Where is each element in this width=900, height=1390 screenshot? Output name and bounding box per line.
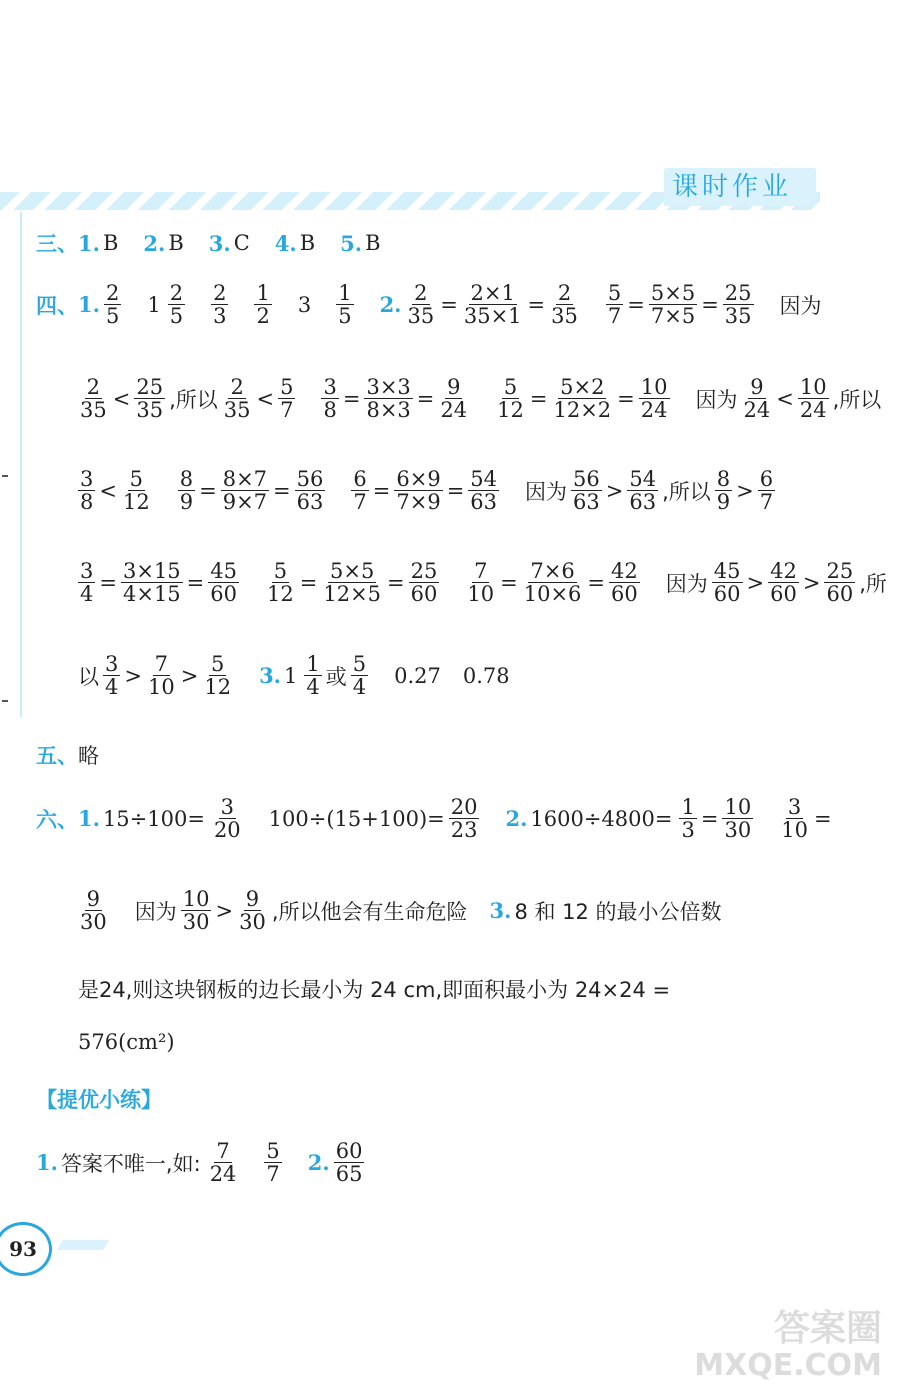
answer-val: B	[168, 231, 184, 255]
watermark-bottom: MXQE.COM	[694, 1348, 882, 1383]
text-because: 因为	[695, 387, 738, 412]
section-4-label: 四、	[36, 293, 78, 318]
item-num: 1.	[78, 292, 100, 318]
section-6-line-4: 576(cm²)	[78, 1030, 175, 1054]
section-4-line-2: $\frac{2}{35}$ < $\frac{25}{35}$ ,所以 $\frac{2}{35}$ < $\frac{5}{7}$ $\frac{3}{8}$ = $\frac{3\times 3}{8\times 3}$ = $\frac{9}{24}$ $\frac{5}{12}$ = $\frac{5\times 2}{12\times 2}$ = $\frac{10}{24}$ 因为 $\frac{9}{24}$ < $\frac{10}{24}$ ,所以	[80, 375, 882, 423]
fraction: $\frac{1}{5}$	[338, 281, 352, 329]
page-number: 93	[0, 1222, 52, 1276]
section-4-line-5: 以 $\frac{3}{4}$ > $\frac{7}{10}$ > $\frac{5}{12}$ 3. 1 $\frac{1}{4}$ 或 $\frac{5}{4}$ 0.27 0.78	[78, 652, 510, 700]
text-danger: ,所以他会有生命危险	[271, 899, 468, 924]
section-6-line-3: 是24,则这块钢板的边长最小为 24 cm,即面积最小为 24×24 =	[78, 978, 671, 1002]
text-or: 或	[325, 664, 347, 689]
text-lcm: 8 和 12 的最小公倍数	[514, 899, 722, 924]
section-6-line-1: 六、 1. 15÷100= $\frac{3}{20}$ 100÷(15+100)= $\frac{20}{23}$ 2. 1600÷4800= $\frac{1}{3}$ = $\frac{10}{30}$ $\frac{3}{10}$ =	[36, 795, 832, 843]
text-because: 因为	[134, 899, 177, 924]
value: 0.27	[394, 663, 441, 688]
item-num: 1.	[36, 1150, 58, 1176]
item-num: 3.	[489, 898, 512, 924]
page-number-tail	[57, 1240, 109, 1250]
text-answer: 答案不唯一,如:	[60, 1151, 201, 1176]
text-so: ,所以	[832, 387, 882, 412]
answer-val: B	[102, 231, 119, 255]
tiyou-heading: 【提优小练】	[36, 1088, 162, 1112]
fraction: $\frac{2}{3}$	[213, 281, 227, 329]
expr: 1600÷4800=	[530, 806, 673, 831]
section-3-row	[36, 228, 384, 258]
value: 0.78	[462, 663, 510, 688]
edge-mark	[2, 700, 8, 702]
item-num: 2.	[505, 806, 528, 832]
item-num: 1.	[78, 806, 100, 832]
section-6-label: 六、	[36, 807, 78, 832]
section-3-label: 三、	[36, 232, 78, 256]
answer-num: 2.	[143, 230, 166, 256]
text-so: ,所	[859, 571, 887, 596]
answer-num: 3.	[208, 230, 231, 256]
item-num: 3.	[259, 663, 281, 689]
item-num: 2.	[379, 292, 402, 318]
text-because: 因为	[665, 571, 708, 596]
answer-val: C	[233, 231, 250, 255]
margin-line	[20, 212, 22, 717]
expr: 15÷100=	[102, 806, 205, 831]
text-so: ,所以	[662, 479, 711, 504]
expr: 100÷(15+100)=	[268, 806, 445, 831]
text-because: 因为	[779, 293, 822, 318]
text-because: 因为	[525, 479, 568, 504]
fraction: $\frac{2}{5}$	[105, 281, 120, 329]
text-yi: 以	[78, 664, 99, 689]
answer-val: B	[365, 231, 381, 255]
watermark-top: 答案圈	[773, 1308, 882, 1350]
edge-mark	[2, 475, 8, 477]
section-4-line-1: 四、 1. $\frac{2}{5}$ 1 $\frac{2}{5}$ $\frac{2}{3}$ $\frac{1}{2}$ 3 $\frac{1}{5}$ 2. $\frac{2}{35}$ = $\frac{2\times 1}{35\times 1}$ = $\frac{2}{35}$ $\frac{5}{7}$ = $\frac{5\times 5}{7\times 5}$ = $\frac{25}{35}$ 因为	[36, 281, 822, 329]
tiyou-line-1: 1. 答案不唯一,如: $\frac{7}{24}$ $\frac{5}{7}$ 2. $\frac{60}{65}$	[36, 1139, 363, 1187]
text-so: ,所以	[169, 387, 218, 412]
item-num: 2.	[307, 1150, 330, 1176]
watermark	[694, 1309, 882, 1382]
section-4-line-3: $\frac{3}{8}$ < $\frac{5}{12}$ $\frac{8}{9}$ = $\frac{8\times 7}{9\times 7}$ = $\frac{56}{63}$ $\frac{6}{7}$ = $\frac{6\times 9}{7\times 9}$ = $\frac{54}{63}$ 因为 $\frac{56}{63}$ > $\frac{54}{63}$ ,所以 $\frac{8}{9}$ > $\frac{6}{7}$	[80, 467, 774, 515]
section-6-line-2: $\frac{9}{30}$ 因为 $\frac{10}{30}$ > $\frac{9}{30}$ ,所以他会有生命危险 3. 8 和 12 的最小公倍数	[80, 887, 722, 935]
answer-val: B	[299, 231, 316, 255]
brand-title: 课时作业	[664, 168, 816, 206]
section-5-text: 略	[78, 744, 99, 768]
answer-num: 4.	[274, 230, 297, 256]
answer-num: 5.	[340, 230, 363, 256]
section-5-label: 五、	[36, 744, 78, 768]
fraction: $\frac{1}{2}$	[256, 281, 270, 329]
fraction: $\frac{2}{5}$	[169, 281, 184, 329]
section-5-row	[36, 740, 99, 770]
section-4-line-4: $\frac{3}{4}$ = $\frac{3\times 15}{4\times 15}$ = $\frac{45}{60}$ $\frac{5}{12}$ = $\frac{5\times 5}{12\times 5}$ = $\frac{25}{60}$ $\frac{7}{10}$ = $\frac{7\times 6}{10\times 6}$ = $\frac{42}{60}$ 因为 $\frac{45}{60}$ > $\frac{42}{60}$ > $\frac{25}{60}$ ,所	[80, 559, 887, 607]
answer-num: 1.	[78, 230, 100, 256]
